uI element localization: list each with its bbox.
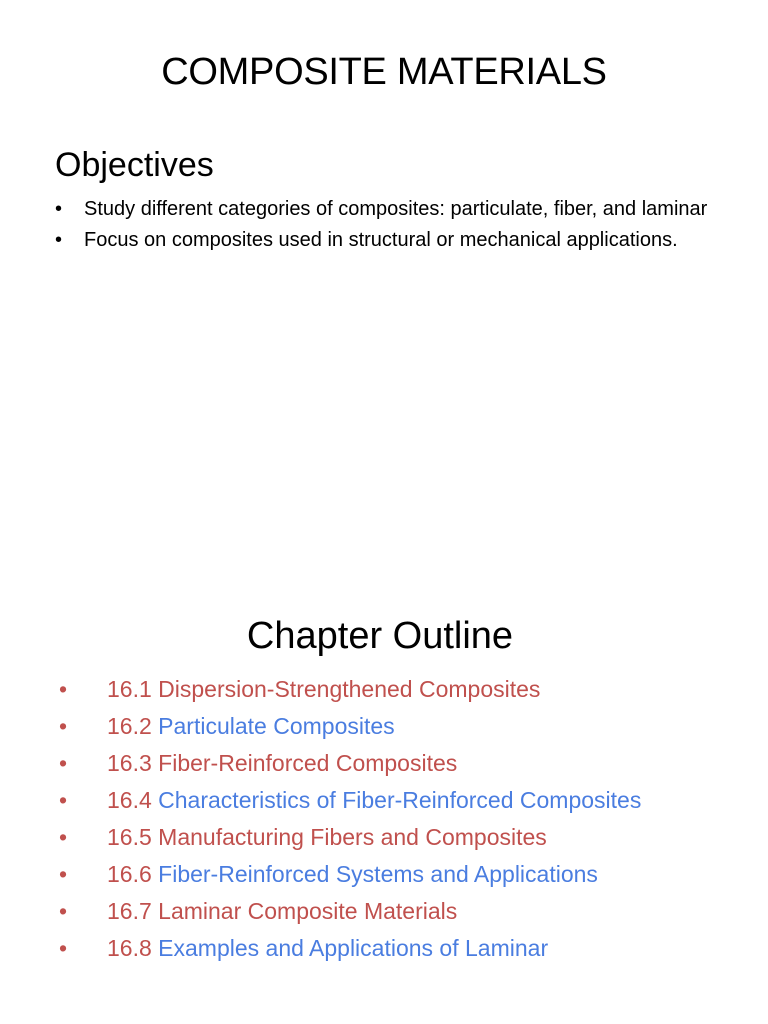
bullet-icon: • <box>55 198 63 220</box>
slide-title: COMPOSITE MATERIALS <box>161 51 607 93</box>
outline-item-16-3 <box>55 748 695 778</box>
bullet-icon: • <box>59 935 68 961</box>
section-title: Examples and Applications of Laminar <box>158 935 549 961</box>
objectives-heading: Objectives <box>55 146 214 184</box>
objectives-list <box>55 197 735 258</box>
outline-item-16-6 <box>55 859 695 889</box>
bullet-icon: • <box>55 228 63 251</box>
bullet-icon: • <box>59 898 68 924</box>
section-number: 16.1 <box>107 676 152 702</box>
section-number: 16.3 <box>107 750 152 776</box>
chapter-outline-heading: Chapter Outline <box>246 615 514 657</box>
bullet-icon: • <box>59 824 68 850</box>
outline-item-16-7 <box>55 896 695 926</box>
objective-text: Study different categories of composites: particulate, fiber, and laminar <box>84 198 708 220</box>
section-title: Dispersion-Strengthened Composites <box>158 676 541 702</box>
section-title: Characteristics of Fiber-Reinforced Composites <box>158 787 642 813</box>
bullet-icon: • <box>59 787 68 813</box>
section-title: Fiber-Reinforced Composites <box>158 750 458 776</box>
section-title: Fiber-Reinforced Systems and Applications <box>158 861 598 887</box>
bullet-icon: • <box>59 713 68 739</box>
section-number: 16.4 <box>107 787 152 813</box>
section-number: 16.8 <box>107 935 152 961</box>
outline-item-16-2 <box>55 711 695 741</box>
section-number: 16.6 <box>107 861 152 887</box>
bullet-icon: • <box>59 750 68 776</box>
section-title: Manufacturing Fibers and Composites <box>158 824 547 850</box>
section-title: Laminar Composite Materials <box>158 898 458 924</box>
chapter-outline-list <box>55 674 695 970</box>
outline-item-16-8 <box>55 933 695 963</box>
outline-item-16-5 <box>55 822 695 852</box>
outline-item-16-1 <box>55 674 695 704</box>
outline-item-16-4 <box>55 785 695 815</box>
objective-item <box>55 197 735 222</box>
objective-item <box>55 228 735 253</box>
section-number: 16.7 <box>107 898 152 924</box>
section-title: Particulate Composites <box>158 713 395 739</box>
section-number: 16.5 <box>107 824 152 850</box>
bullet-icon: • <box>59 676 68 702</box>
bullet-icon: • <box>59 861 68 887</box>
section-number: 16.2 <box>107 713 152 739</box>
objective-text: Focus on composites used in structural or mechanical applications. <box>84 228 678 251</box>
